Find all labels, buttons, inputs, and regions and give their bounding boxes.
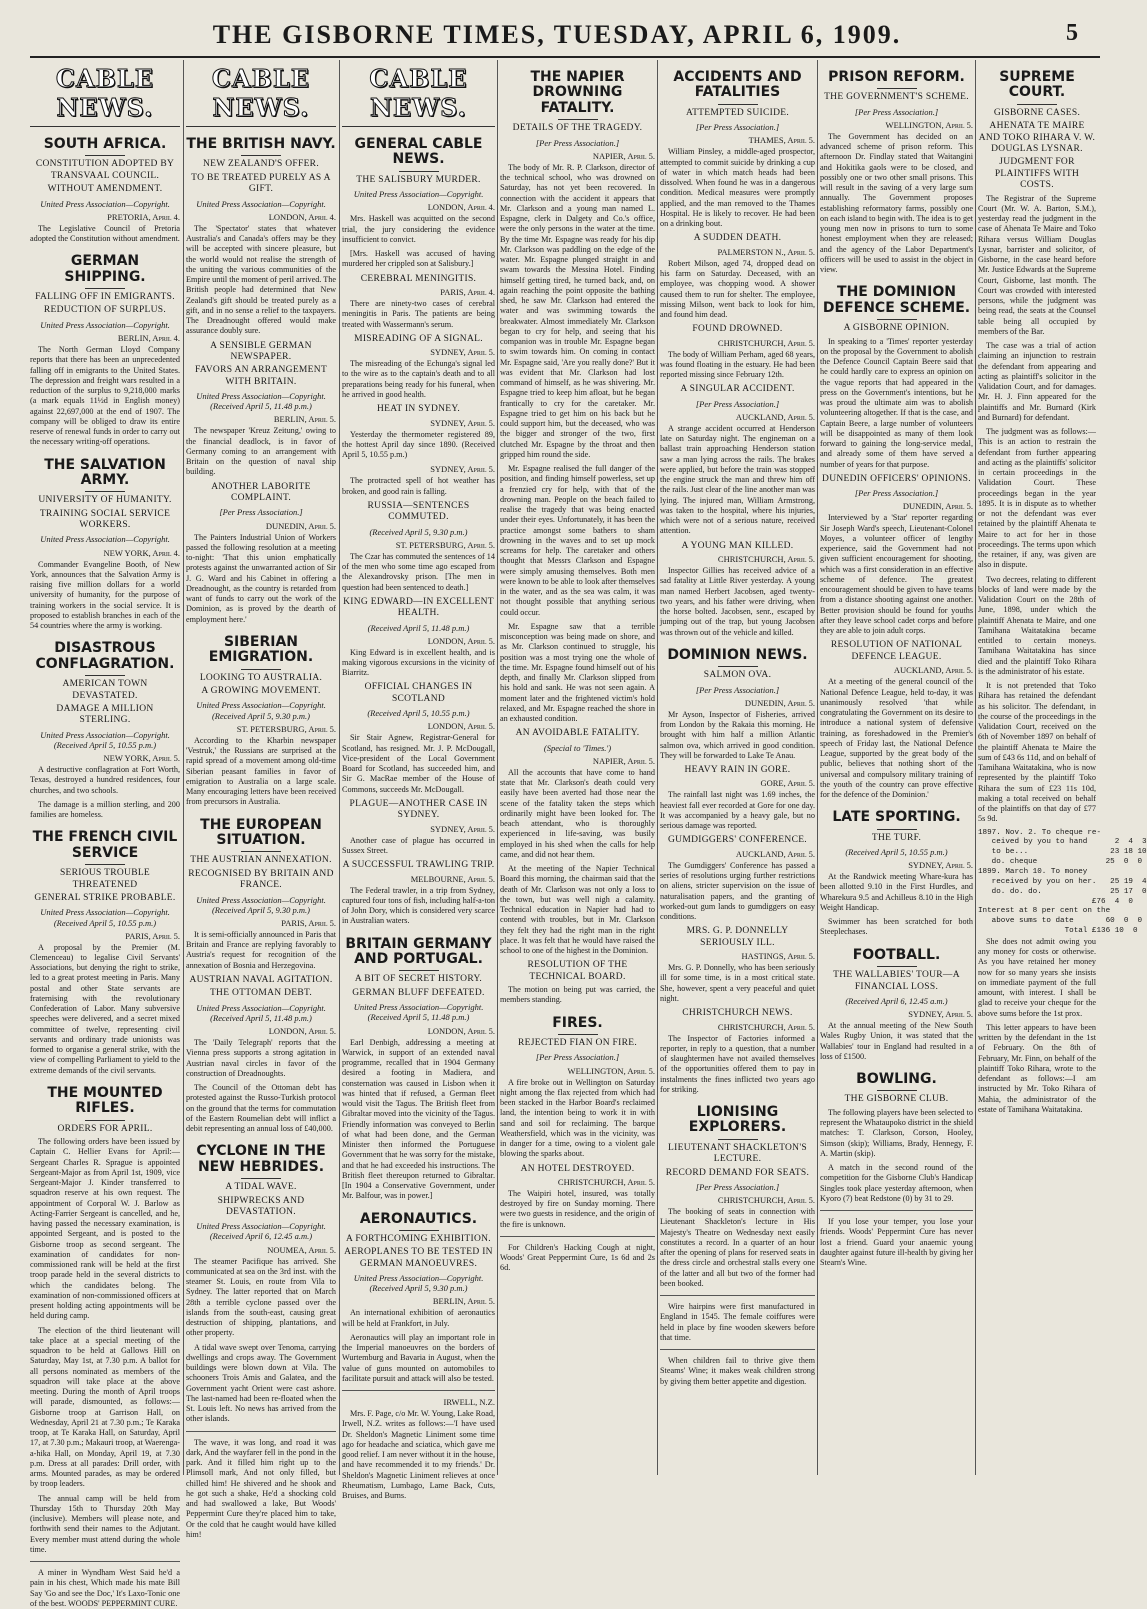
page-number: 5 xyxy=(1066,20,1078,46)
article-dateline: [Per Press Association.] xyxy=(695,1181,780,1192)
article-paragraph: The wave, it was long, and road it was dark, And the wayfarer fell in the pond in the park. And it filled him right up to the Plimsoll mark, And not only filled, but chilled him! He shivered and he shook and he got such a shake, He'd a shocking cold and had swallowed a lake, But Woods' Peppermint Cure they're placed him to take, Or the cold that he caught would have killed him! xyxy=(186,1437,336,1539)
article-dateline: United Press Association—Copyright. (Received April 5, 9.30 p.m.) xyxy=(196,700,326,721)
article-paragraph: The misreading of the Echunga's signal led to the wire as to the captain's death and to all preparations being ready for his funeral, when he arrived in good health. xyxy=(342,359,495,399)
article-subheading: PLAGUE—ANOTHER CASE IN SYDNEY. xyxy=(349,798,488,821)
section-rule xyxy=(186,1431,336,1432)
article-subheading: A GROWING MOVEMENT. xyxy=(201,686,321,697)
article-dateline: [Per Press Association.] xyxy=(535,137,620,148)
article-paragraph: Swimmer has been scratched for both Steeplechases. xyxy=(820,917,973,937)
account-row: Interest at 8 per cent on the xyxy=(978,907,1111,916)
article-placeline: BERLIN, April 4. xyxy=(117,333,180,343)
article-paragraph: The Czar has commuted the sentences of 14 of the men who some time ago escaped from the Alexandrovsky prison. [The men in question had been sentenced to death.] xyxy=(342,551,495,592)
cable-news-banner: CABLE NEWS. xyxy=(186,60,336,127)
article-placeline: NOUMEA, April 5. xyxy=(267,1244,336,1255)
account-row: ceived by you to hand 2 4 3 xyxy=(978,838,1147,847)
article-subheading: NEW ZEALAND'S OFFER. xyxy=(203,159,319,170)
article-subheading: THE SALISBURY MURDER. xyxy=(356,174,481,185)
article-dateline: United Press Association—Copyright. xyxy=(40,319,170,330)
section-rule xyxy=(500,1236,655,1237)
article-subheading: FALLING OFF IN EMIGRANTS. xyxy=(35,292,175,303)
article-headline: FIRES. xyxy=(552,1014,603,1031)
article-placeline: LONDON, April 5. xyxy=(268,1026,336,1037)
article-placeline: NAPIER, April 5. xyxy=(592,150,655,161)
article-paragraph: Mr. Espagne saw that a terrible misconception was being made on shore, and as Mr. Clarkson continued to struggle, his position was a most trying one the whole of the time. Mr. Espagne found himself out of his depth, and finally Mr. Clarkson slipped from his hold and sank. He was not seen again. A moment later and the frightened victim's hold relaxed, and Mr. Espagne reached the shore in an exhausted condition. xyxy=(500,621,655,723)
article-dateline: United Press Association—Copyright. xyxy=(40,198,170,209)
article-headline: AERONAUTICS. xyxy=(359,1210,478,1227)
article-placeline: IRWELL, N.Z. xyxy=(443,1397,495,1408)
article-paragraph: At the Randwick meeting Whare-kura has been allotted 9.10 in the First Hurdles, and Wharekura 9.5 and Achilleus 8.10 in the High Weight Handicap. xyxy=(820,872,973,912)
column-divider xyxy=(657,60,658,1475)
article-subheading: SALMON OVA. xyxy=(703,670,772,681)
article-paragraph: The protracted spell of hot weather has broken, and good rain is falling. xyxy=(342,476,495,496)
article-paragraph: Inspector Gillies has received advice of a sad fatality at Little River yesterday. A young man named Herbert Jacobsen, aged twenty-two years, and his father were driving, when the horse bolted. Jacobsen, senr., escaped by jumping out of the trap, but young Jacobsen was thrown out of the vehicle and killed. xyxy=(660,566,815,637)
headline-rule xyxy=(85,864,125,865)
article-paragraph: The booking of seats in connection with Lieutenant Shackleton's lecture in His Majesty's Theatre on Wednesday next easily constitutes a record. In a quarter of an hour after the opening of plans for reserved seats in the dress circle and orchestral stalls every one of the latter and all but two of the former had been booked. xyxy=(660,1207,815,1288)
article-subheading: SERIOUS TROUBLE THREATENED xyxy=(59,868,151,890)
article-dateline: United Press Association—Copyright. (Received April 5, 11.48 p.m.) xyxy=(196,391,326,412)
article-subheading: KING EDWARD—IN EXCELLENT HEALTH. xyxy=(343,596,494,619)
article-paragraph: Yesterday the thermometer registered 89, the hottest April day since 1890. (Received April 5, 10.55 p.m.) xyxy=(342,429,495,460)
article-subheading: OFFICIAL CHANGES IN SCOTLAND xyxy=(364,682,473,704)
headline-rule xyxy=(85,1120,125,1121)
article-placeline: SYDNEY, April 5. xyxy=(908,860,973,871)
article-placeline: PRETORIA, April 4. xyxy=(107,211,180,222)
article-subheading: THE AUSTRIAN ANNEXATION. xyxy=(190,855,332,866)
article-placeline: MELBOURNE, April 5. xyxy=(410,873,495,884)
article-headline: THE BRITISH NAVY. xyxy=(186,136,336,152)
headline-rule xyxy=(877,1090,917,1091)
article-subheading: TO BE TREATED PURELY AS A GIFT. xyxy=(191,172,331,195)
article-headline: THE MOUNTED RIFLES. xyxy=(47,1084,163,1117)
article-subheading: A TIDAL WAVE. xyxy=(225,1182,297,1193)
article-placeline: WELLINGTON, April 5. xyxy=(567,1065,655,1076)
article-paragraph: The judgment was as follows:—This is an action to restrain the defendant from further appearing and acting as the plaintiffs' solicitor in certain proceedings in the Validation Court. These proceedings began in the year 1895. It is in dispute as to whether or not the defendant was ever retained by the plaintiff Ahenata te Maire to act for her in those proceedings. The terms upon which the retainer, if any, was given are also in dispute. xyxy=(978,427,1096,570)
article-placeline: CHRISTCHURCH, April 5. xyxy=(717,554,815,565)
article-subheading: REJECTED FIAN ON FIRE. xyxy=(517,1038,638,1048)
article-paragraph: A proposal by the Premier (M. Clemenceau) to legalise Civil Servants' Associations, but denying the right to strike, led to a great protest meeting in Paris. Many postal and other State servants are fraternising with the revolutionary Confederation of Labor. Many subversive speeches were delivered, and a secret mixed committee of twelve, representing civil servants and ordinary trade unionists was formed to organise a general strike, with the view of compelling Parliament to yield to the extreme demands of the civil servants. xyxy=(30,942,180,1075)
article-placeline: SYDNEY, April 5. xyxy=(430,417,495,428)
article-paragraph: For Children's Hacking Cough at night, Woods' Great Peppermint Cure, 1s 6d and 2s 6d. xyxy=(500,1242,655,1273)
article-dateline: United Press Association—Copyright. xyxy=(40,534,170,545)
column-5 xyxy=(660,60,815,1475)
article-paragraph: A strange accident occurred at Henderson late on Saturday night. The engineman on a ballast train approaching Henderson station saw a man lying across the rails. The brakes were applied, but before the train was stopped the engine struck the man and threw him off the rails. Just clear of the line another man was lying. The injured man, William Armstrong, was taken to the hospital, where his injuries, which were not of a serious nature, received attention. xyxy=(660,423,815,536)
article-subheading: FAVORS AN ARRANGEMENT WITH BRITAIN. xyxy=(194,365,328,387)
article-paragraph: The Federal trawler, in a trip from Sydney, captured four tons of fish, including half-a-ton of John Dory, which is considered very scarce in Australian waters. xyxy=(342,885,495,926)
account-row: to be... 23 18 10 xyxy=(978,848,1147,857)
masthead-title: THE GISBORNE TIMES, TUESDAY, APRIL 6, 1909. xyxy=(212,20,902,49)
article-subheading: DUNEDIN OFFICERS' OPINIONS. xyxy=(822,473,971,484)
account-row: 1899. March 10. To money xyxy=(978,867,1088,876)
article-placeline: LONDON, April 5. xyxy=(427,635,495,646)
section-rule xyxy=(820,1210,973,1211)
article-placeline: CHRISTCHURCH, April 5. xyxy=(717,1021,815,1032)
article-subheading: FOUND DROWNED. xyxy=(692,324,783,335)
article-subheading: RUSSIA—SENTENCES COMMUTED. xyxy=(367,500,470,523)
article-placeline: HASTINGS, April 5. xyxy=(741,951,815,962)
article-subheading: MISREADING OF A SIGNAL. xyxy=(354,333,483,344)
article-placeline: WELLINGTON, April 5. xyxy=(885,119,973,130)
article-dateline: (Received April 5, 9.30 p.m.) xyxy=(369,526,468,537)
article-placeline: LONDON, April 4. xyxy=(427,202,495,213)
article-paragraph: At the meeting of the Napier Technical Board this morning, the chairman said that the death of Mr. Clarkson was not only a loss to the town, but was well nigh a calamity. Technical education in Napier had had to contend with troubles, but in Mr. Clarkson they felt they had the right man in the right place. It was felt that he would have raised the school to one of the highest in the Dominion. xyxy=(500,864,655,956)
article-placeline: NEW YORK, April 5. xyxy=(103,753,180,764)
article-paragraph: The Council of the Ottoman debt has protested against the Russo-Turkish protocol on the ground that the terms for commutation of the Eastern Roumelian debt will inflict a debit representing an annual loss of £40,000. xyxy=(186,1083,336,1134)
article-headline: THE EUROPEAN SITUATION. xyxy=(200,816,322,848)
article-subheading: SHIPWRECKS AND DEVASTATION. xyxy=(217,1195,305,1217)
headline-rule xyxy=(85,491,125,492)
article-paragraph: Another case of plague has occurred in Sussex Street. xyxy=(342,835,495,855)
article-headline: SOUTH AFRICA. xyxy=(43,136,167,152)
article-placeline: SYDNEY, April 5. xyxy=(430,464,495,475)
article-dateline: United Press Association—Copyright. (Received April 5, 11.48 p.m.) xyxy=(353,1002,484,1023)
article-placeline: LONDON, April 5. xyxy=(427,721,495,732)
article-paragraph: The Government has decided on an advanced scheme of prison reform. This afternoon Dr. Findlay stated that Waitangini and Hokitika gaols were to be closed, and possibly one or two other small prisons. This will result in the saving of a very large sum annually. The Government proposes establishing reformatory farms, possibly one on each island to begin with. The idea is to get young men now in prisons to turn to some honest employment when they are released; and the agency of the Labor Department's officers will be used to assist in the object in view. xyxy=(820,131,973,275)
article-paragraph: Sir Stair Agnew, Registrar-General for Scotland, has resigned. Mr. J. P. McDougall, Vice-president of the Local Government Board for Scotland, has succeeded him, and Sir G. MacRae member of the House of Commons, succeeds Mr. McDougall. xyxy=(342,733,495,794)
article-dateline: United Press Association—Copyright. (Received April 5, 10.55 p.m.) xyxy=(40,907,170,928)
headline-rule xyxy=(399,1230,439,1231)
article-paragraph: The body of Mr. R. P. Clarkson, director of the technical school, who was drowned on Saturday, has not yet been recovered. In connection with the accident it appears that Mr. Clarkson and a young man named L. Espagne, clerk in Dalgety and Co.'s office, were the only persons in the water at the time. By the time Mr. Espagne was ready for his dip Mr. Clarkson was paddling on the edge of the water. Mr. Espagne plunged straight in and swam towards the Messina Hotel. Finding himself getting tired, he turned back, and, on again reaching the point opposite the bathing shed, he saw Mr. Clarkson had entered the water and was swimming towards the breakwater. Almost immediately Mr. Clarkson began to cry for help, and seeing that his companion was in trouble Mr. Espagne began to swim towards him. On coming in contact Mr. Espagne said, 'Are you really done?' But it was evident that Mr. Clarkson had lost command of himself, as he was shivering. Mr. Espagne tried to keep him afloat, but he began frantically to cry for the caretaker. Mr. Espagne tried to get him on his back but he could support him, but the deceased, who was the bigger and stronger of the two, first clutched Mr. Espagne by the throat and then gripped him round the side. xyxy=(500,162,655,459)
article-paragraph: Mrs. F. Page, c/o Mr. W. Young, Lake Road, Irwell, N.Z. writes as follows:—'I have used Dr. Sheldon's Magnetic Liniment some time ago for headache and sciatica, which gave me good relief. I am never without it in the house, and have recommended it to my friends.' Dr. Sheldon's Magnetic Liniment relieves at once Rheumatism, Lumbago, Lame Back, Cuts, Bruises, and Burns. xyxy=(342,1409,495,1501)
headline-rule xyxy=(877,88,917,89)
article-paragraph: The body of William Perham, aged 68 years, was found floating in the estuary. He had been reported missing since February 12th. xyxy=(660,349,815,380)
article-placeline: PARIS, April 5. xyxy=(281,917,336,928)
article-placeline: SYDNEY, April 5. xyxy=(908,1009,973,1020)
article-dateline: [Per Press Association.] xyxy=(695,398,780,409)
article-paragraph: A destructive conflagration at Fort Worth, Texas, destroyed a hundred residences, four churches, and two schools. xyxy=(30,765,180,795)
article-placeline: CHRISTCHURCH, April 5. xyxy=(717,1195,815,1206)
article-subheading: CEREBRAL MENINGITIS. xyxy=(360,273,477,284)
article-dateline: United Press Association—Copyright. (Received April 5, 10.55 p.m.) xyxy=(40,729,170,750)
article-placeline: ST. PETERSBURG, April 5. xyxy=(395,539,495,550)
section-rule xyxy=(660,1295,815,1296)
article-paragraph: Wire hairpins were first manufactured in England in 1545. The female coiffures were held in place by fine wooden skewers before that time. xyxy=(660,1302,815,1342)
article-dateline: [Per Press Association.] xyxy=(695,684,780,695)
headline-rule xyxy=(1017,104,1057,105)
article-dateline: United Press Association—Copyright. (Received April 5, 9.30 p.m.) xyxy=(353,1273,484,1294)
article-subheading: AHENATA TE MAIRE AND TOKO RIHARA V. W. DOUGLAS LYSNAR. xyxy=(978,121,1096,154)
column-6 xyxy=(820,60,973,1475)
article-paragraph: A match in the second round of the competition for the Gisborne Club's Handicap Singles took place yesterday afternoon, when Kyoro (7) beat Redstone (0) by 31 to 29. xyxy=(820,1163,973,1203)
article-subheading: A SUCCESSFUL TRAWLING TRIP. xyxy=(342,860,495,871)
article-paragraph: Commander Evangeline Booth, of New York, announces that the Salvation Army is raising five million dollars for a world university of humanity, for the purpose of training workers in the social service. It is proposed to establish branches in each of the 54 countries where the army is working. xyxy=(30,559,180,631)
article-subheading: RECOGNISED BY BRITAIN AND FRANCE. xyxy=(188,868,334,891)
article-paragraph: An international exhibition of aeronautics will be held at Frankfort, in July. xyxy=(342,1308,495,1328)
headline-rule xyxy=(399,171,439,172)
article-paragraph: There are ninety-two cases of cerebral meningitis in Paris. The patients are being treated with Wassermann's serum. xyxy=(342,299,495,329)
article-paragraph: This letter appears to have been written by the defendant in the 1st of February. On the 8th of February, Mr. Finn, on behalf of the plaintiff Toko Rihara, wrote to the defendant as follows:—I am instructed by Mr. Toko Rihara of Mahia, the administrator of the estate of Tamihana Waitatakina. xyxy=(978,1022,1096,1114)
article-headline: GENERAL CABLE NEWS. xyxy=(354,136,483,168)
article-headline: THE NAPIER DROWNING FATALITY. xyxy=(530,69,625,116)
article-placeline: DUNEDIN, April 5. xyxy=(265,520,336,531)
article-headline: SIBERIAN EMIGRATION. xyxy=(208,633,314,666)
article-paragraph: The following orders have been issued by Captain C. Hellier Evans for April:—Sergeant Charles R. Sprague is appointed Sergeant-Major as from April 1st, 1909, vice Sergeant-Major J. Kinder transferred to squadron reserve at his own request. The appointment of Corporal W. J. Barlow as Acting-Farrier Sergeant is cancelled, and he, having passed the necessary examination, is appointed Sergeant, and is posted to the Gisborne troop as second sergeant. The examination of candidates for non-commissioned rank will be held at the first troop parade held in the several districts to which the candidates belong. The examination of non-commissioned officers at present holding acting appointments will be held during camp. xyxy=(30,1137,180,1321)
article-subheading: AN HOTEL DESTROYED. xyxy=(520,1163,635,1174)
article-subheading: RECORD DEMAND FOR SEATS. xyxy=(665,1167,810,1178)
column-divider xyxy=(497,60,498,1475)
article-paragraph: All the accounts that have come to hand state that Mr. Clarkson's death could very easily have been averted had those near the scene of the fatality taken the steps which ordinarily might have been looked for. The beach attendant, who is thoroughly experienced in life-saving, was busily employed in his shed when the calls for help came, and did not hear them. xyxy=(500,767,655,859)
article-subheading: THE WALLABIES' TOUR—A FINANCIAL LOSS. xyxy=(833,970,960,992)
article-paragraph: The Legislative Council of Pretoria adopted the Constitution without amendment. xyxy=(30,223,180,243)
article-subheading: A GISBORNE OPINION. xyxy=(843,323,950,334)
article-paragraph: It is not pretended that Toko Rihara has retained the defendant as his solicitor. The defendant, in the course of the proceedings in the Validation Court, received on the 6th of November 1897 on behalf of the plaintiff Ahenata te Maire the sum of £43 6s 11d, and on behalf of Tamihana Waitatakina, who is now represented by the plaintiff Toko Rihara the sum of £23 11s 10d, making a total received on behalf of the plaintiffs on that day of £77 5s 9d. xyxy=(978,681,1096,824)
article-paragraph: Aeronautics will play an important role in the Imperial manoeuvres on the borders of Wurtemburg and Bavaria in August, when the value of guns mounted on automobiles to facilitate pursuit and attack will also be tested. xyxy=(342,1332,495,1383)
article-subheading: LIEUTENANT SHACKLETON'S LECTURE. xyxy=(668,1142,807,1165)
article-paragraph: The annual camp will be held from Thursday 15th to Thursday 20th May (inclusive). Members will please note, and forthwith send their names to the Adjutant. Every member must attend during the whole time. xyxy=(30,1493,180,1554)
article-paragraph: The Painters Industrial Union of Workers passed the following resolution at a meeting to-night: 'That this union emphatically protests against the unwarranted action of Sir J. G. Ward and his Cabinet in offering a Dreadnought, as the country is retarded from want of funds to carry out the work of the Dominion, as is proved by the dearth of employment here.' xyxy=(186,532,336,624)
article-subheading: HEAVY RAIN IN GORE. xyxy=(684,765,791,776)
article-paragraph: Interviewed by a 'Star' reporter regarding Sir Joseph Ward's speech, Lieutenant-Colonel Moyes, a volunteer officer of lengthy experience, said the Government had not given sufficient encouragement for shooting, which was a first consideration in an effective scheme of defence. The greatest encouragement should be given to have teams from a distance shooting against one another. Better provision should be found for youths after they leave school cadet corps and before they are able to join adult corps. xyxy=(820,513,973,636)
article-dateline: [Per Press Association.] xyxy=(695,122,780,133)
article-headline: LATE SPORTING. xyxy=(832,809,961,826)
article-placeline: GORE, April 5. xyxy=(760,778,815,789)
article-placeline: AUCKLAND, April 5. xyxy=(893,665,973,676)
column-divider xyxy=(339,60,340,1475)
account-row: 1897. Nov. 2. To cheque re- xyxy=(978,828,1102,837)
article-headline: DISASTROUS CONFLAGRATION. xyxy=(35,640,175,672)
article-subheading: HEAT IN SYDNEY. xyxy=(376,404,461,415)
headline-rule xyxy=(558,119,598,120)
article-dateline: [Per Press Association.] xyxy=(854,106,939,117)
article-paragraph: Earl Denbigh, addressing a meeting at Warwick, in support of an extended naval programme, recalled that in 1904 Germany desired a footing in Madiera, and consternation was caused in Lisbon when it was hinted that if refused, a German fleet would visit the Tagus. The British fleet from Gibraltar moved into the vicinity of the Tagus. Friendly information was conveyed to Berlin of what had been done, and the German Minister then informed the Portuguese Government that he was sorry for the mistake, and that he had exceeded his instructions. The British fleet thereupon returned to Gibraltar. [In 1904 a Conservative Government, under Mr. Balfour, was in power.] xyxy=(342,1037,495,1201)
article-subheading: DETAILS OF THE TRAGEDY. xyxy=(512,123,643,134)
article-paragraph: In speaking to a 'Times' reporter yesterday on the proposal by the Government to abolish the Defence Council Captain Beere said that he could hardly care to express an opinion on the vague reports that had appeared in the press on the Government's intentions, but he was proud the ultimate aim was to abolish volunteering altogether. If that is the case, and Captain Beere, a large number of volunteers will be disappointed as many of them look forward to gaining the long-service medal, and already some of them have served a number of years for that purpose. xyxy=(820,336,973,469)
article-dateline: (Received April 5, 10.55 p.m.) xyxy=(845,847,948,858)
article-paragraph: Robert Milson, aged 74, dropped dead on his farm on Saturday. Deceased, with an employee, was chopping wood. A shower caused them to run for shelter. The employee, missing Milson, went back to look for him, and found him dead. xyxy=(660,258,815,319)
article-subheading: GERMAN BLUFF DEFEATED. xyxy=(352,987,485,998)
headline-rule xyxy=(85,155,125,156)
column-2 xyxy=(186,60,336,1539)
article-dateline: [Per Press Association.] xyxy=(854,488,939,499)
article-subheading: CHRISTCHURCH NEWS. xyxy=(682,1008,793,1019)
article-placeline: PARIS, April 4. xyxy=(440,287,495,297)
article-subheading: REDUCTION OF SURPLUS. xyxy=(43,305,167,316)
article-headline: BRITAIN GERMANY AND PORTUGAL. xyxy=(345,935,492,967)
article-placeline: ST. PETERSBURG, April 5. xyxy=(236,723,336,734)
account-row: do. cheque 25 0 0 xyxy=(978,858,1143,867)
article-placeline: NEW YORK, April 4. xyxy=(103,547,180,558)
account-row: received by you on her. 25 19 4 xyxy=(978,877,1147,886)
article-subheading: GISBORNE CASES. xyxy=(993,107,1081,118)
article-paragraph: The case was a trial of action claiming an injunction to restrain the defendant from appearing and acting as plaintiff's solicitor in the Validation Court, and for damages. Mr. H. J. Finn appeared for the plaintiffs and Mr. Burnard (Kirk and Burnard) for defendant. xyxy=(978,341,1096,422)
article-subheading: A SUDDEN DEATH. xyxy=(693,233,782,244)
article-paragraph: The North German Lloyd Company reports that there has been an unprecedented falling off in emigrants to the United States. The depression and freight wars resulted in a reduction of the surplus to 9,218,000 marks (a mark equals 11½d in English money) against 22,697,000 at the end of 1907. The company will be obliged to draw its entire reserve of renewal funds in order to carry out the necessary writing-off operations. xyxy=(30,345,180,447)
section-rule xyxy=(30,1561,180,1562)
article-paragraph: Two decrees, relating to different blocks of land were made by the Validation Court on the 28th of June, 1898, under which the plaintiff Ahenata te Maire, and one Tamihana Waitatakina became entitled to certain moneys. Tamihana Waitatakina has since died and the plaintiff Toko Rihara is the administrator of his estate. xyxy=(978,574,1096,676)
article-subheading: CONSTITUTION ADOPTED BY TRANSVAAL COUNCIL. xyxy=(35,159,175,181)
article-placeline: PALMERSTON N., April 5. xyxy=(717,246,815,257)
account-row: £76 4 0 xyxy=(978,897,1133,906)
headline-rule xyxy=(718,666,758,667)
article-placeline: BERLIN, April 5. xyxy=(273,414,336,425)
article-subheading: GUMDIGGERS' CONFERENCE. xyxy=(668,835,807,846)
headline-rule xyxy=(85,288,125,289)
article-subheading: DAMAGE A MILLION STERLING. xyxy=(56,703,154,726)
article-paragraph: The damage is a million sterling, and 200 families are homeless. xyxy=(30,799,180,820)
article-subheading: A YOUNG MAN KILLED. xyxy=(681,540,794,551)
headline-rule xyxy=(718,104,758,105)
article-subheading: MRS. G. P. DONNELLY SERIOUSLY ILL. xyxy=(686,926,789,948)
article-placeline: LONDON, April 5. xyxy=(427,1025,495,1036)
article-placeline: AUCKLAND, April 5. xyxy=(735,411,815,422)
headline-rule xyxy=(558,1034,598,1035)
article-subheading: WITHOUT AMENDMENT. xyxy=(47,184,163,195)
article-subheading: RESOLUTION OF NATIONAL DEFENCE LEAGUE. xyxy=(830,640,963,662)
column-7 xyxy=(978,60,1147,1475)
article-placeline: NAPIER, April 5. xyxy=(592,755,655,766)
article-paragraph: The steamer Pacifique has arrived. She communicated at sea on the 3rd inst. with the steamer St. Louis, en route from Vila to Sydney. The latter reported that on March 28th a terrible cyclone passed over the islands from the south-east, causing great destruction of shipping, plantations, and other property. xyxy=(186,1256,336,1338)
article-subheading: UNIVERSITY OF HUMANITY. xyxy=(38,495,172,506)
column-divider xyxy=(183,60,184,1475)
article-dateline: [Per Press Association.] xyxy=(535,1052,620,1063)
article-headline: ACCIDENTS AND FATALITIES xyxy=(673,69,802,101)
article-paragraph: A fire broke out in Wellington on Saturday night among the flax rejected from which had been stacked in the Harbor Board's reclaimed land, the intention being to work it in with sand and soil for reclaiming. The barque Weathersfield, which was in the vicinity, was in danger for a time, owing to a violent gale blowing the sparks about. xyxy=(500,1077,655,1159)
article-headline: DOMINION NEWS. xyxy=(667,646,808,663)
masthead-rule xyxy=(30,56,1100,58)
article-placeline: SYDNEY, April 5. xyxy=(430,823,495,834)
headline-rule xyxy=(718,1139,758,1140)
article-headline: CYCLONE IN THE NEW HEBRIDES. xyxy=(196,1143,326,1175)
article-paragraph: A miner in Wyndham West Said he'd a pain in his chest, Which made his mate Bill Say 'Go and see the Doc,' It's Laxo-Tonic one of the best. WOODS' PEPPERMINT CURE. xyxy=(30,1568,180,1608)
masthead xyxy=(0,20,1114,50)
article-headline: LIONISING EXPLORERS. xyxy=(688,1104,787,1136)
article-paragraph: The election of the third lieutenant will take place at a special meeting of the squadron to be held at Gallows Hill on Saturday, May 1st, at 7.30 p.m. A ballot for all persons nominated as members of the squadron will take place at the above meeting. During the month of April troops will parade, dismounted, as follows:—Gisborne troop at Garrison Hall, on Wednesday, April 21 at 7.30 p.m.; Te Karaka troop, at Te Karaka Hall, on Saturday, April 17, at 7.30 p.m.; Makauri troop, at Waerenga-a-hika Hall, on Monday, April 19, at 7.30 p.m. Dress at all parades: Drill order, with arms. Mounted parades, as may be ordered by troop leaders. xyxy=(30,1325,180,1489)
article-paragraph: The Registrar of the Supreme Court (Mr. W. A. Barton, S.M.), yesterday read the judgment in the case of Ahenata Te Maire and Toko Rihara versus William Douglas Lysnar, barrister and solicitor, of Gisborne, in the case heard before Mr. Justice Edwards at the Supreme Court, Gisborne, last month. The Court was crowded with interested persons, while the judgment was being read, the seats at the Counsel table being all occupied by members of the Bar. xyxy=(978,193,1096,336)
article-dateline: (Received April 5, 10.55 p.m.) xyxy=(367,708,470,719)
account-row: do. do. do. 25 17 0 xyxy=(978,887,1147,896)
article-placeline: AUCKLAND, April 5. xyxy=(735,848,815,859)
article-headline: FOOTBALL. xyxy=(852,946,941,963)
article-subheading: AUSTRIAN NAVAL AGITATION. xyxy=(189,974,333,985)
headline-rule xyxy=(241,155,281,156)
article-paragraph: William Pinsley, a middle-aged prospector, attempted to commit suicide by drinking a cup of water in which match heads had been dissolved. When found he was in a dangerous condition. Medical measures were promptly applied, and the man removed to the Thames Hospital. He is likely to recover. He had been on a drinking bout. xyxy=(660,147,815,229)
column-divider xyxy=(975,60,976,1475)
article-paragraph: Mrs. G. P. Donnelly, who has been seriously ill for some time, is in a most critical state. She, however, spent a very peaceful and quiet night. xyxy=(660,963,815,1003)
article-subheading: RESOLUTION OF THE TECHNICAL BOARD. xyxy=(527,960,628,982)
article-placeline: PARIS, April 5. xyxy=(125,930,180,941)
headline-rule xyxy=(241,1178,281,1179)
article-headline: PRISON REFORM. xyxy=(828,69,965,85)
headline-rule xyxy=(399,970,439,971)
article-paragraph: Mrs. Haskell was acquitted on the second trial, the jury considering the evidence insufficient to convict. xyxy=(342,214,495,244)
article-paragraph: A tidal wave swept over Tenoma, carrying dwellings and crops away. The Government buildings were blown down at Vila. The schooners Trois Amis and Galatea, and the Government yacht Orient were cast ashore. The last-named had been re-floated when the St. Louis left. No news has arrived from the other islands. xyxy=(186,1342,336,1424)
article-paragraph: At a meeting of the general council of the National Defence League, held to-day, it was unanimously resolved 'that while congratulating the Government on its desire to introduce a national system of defensive training, as foreshadowed in the Premier's speech of Friday last, the National Defence League, supported by the great body of the public, believes that nothing short of the universal and compulsory military training of the youth of the country can prove effective for the defence of the Dominion.' xyxy=(820,677,973,799)
article-subheading: TRAINING SOCIAL SERVICE WORKERS. xyxy=(39,508,171,531)
article-paragraph: The 'Daily Telegraph' reports that the Vienna press supports a strong agitation in Austrian naval circles in favor of the construction of Dreadnoughts. xyxy=(186,1038,336,1078)
section-rule xyxy=(342,1390,495,1391)
article-subheading: LOOKING TO AUSTRALIA. xyxy=(199,672,323,683)
article-dateline: (Received April 5, 11.48 p.m.) xyxy=(367,622,470,633)
article-subheading: ATTEMPTED SUICIDE. xyxy=(685,107,790,118)
cable-news-banner: CABLE NEWS. xyxy=(30,60,180,127)
article-dateline: United Press Association—Copyright. xyxy=(196,198,326,209)
headline-rule xyxy=(877,829,917,830)
article-paragraph: The Inspector of Factories informed a reporter, in reply to a question, that a number of slaughtermen have not availed themselves of the opportunities offered them to pay in instalments the fines inflicted two years ago for striking. xyxy=(660,1033,815,1094)
headline-rule xyxy=(241,851,281,852)
article-paragraph: The motion on being put was carried, the members standing. xyxy=(500,985,655,1005)
account-row: above sums to date 60 0 0 xyxy=(978,917,1143,926)
article-placeline: BERLIN, April 5. xyxy=(432,1296,495,1307)
article-subheading: ORDERS FOR APRIL. xyxy=(57,1123,153,1134)
article-paragraph: The rainfall last night was 1.69 inches, the heaviest fall ever recorded at Gore for one day. It was accompanied by a heavy gale, but no serious damage was reported. xyxy=(660,790,815,831)
article-subheading: THE OTTOMAN DEBT. xyxy=(209,988,313,999)
article-paragraph: King Edward is in excellent health, and is making vigorous excursions in the vicinity of Biarritz. xyxy=(342,647,495,678)
headline-rule xyxy=(241,669,281,670)
article-paragraph: The newspaper 'Kreuz Zeitung,' owing to the financial deadlock, is in favor of Germany coming to an arrangement with Britain on the question of naval ship building. xyxy=(186,426,336,477)
article-paragraph: According to the Kharbin newspaper 'Vestruk,' the Russians are surprised at the rapid spread of a movement among old-time Siberian peasant families in favor of emigration to Australia on a large scale. Many encouraging letters have been received from precursors in Australia. xyxy=(186,735,336,807)
article-subheading: A BIT OF SECRET HISTORY. xyxy=(354,974,483,985)
column-1 xyxy=(30,60,180,1608)
column-divider xyxy=(817,60,818,1475)
article-paragraph: [Mrs. Haskell was accused of having murdered her crippled son at Salisbury.] xyxy=(342,249,495,269)
article-placeline: DUNEDIN, April 5. xyxy=(902,501,973,512)
article-headline: BOWLING. xyxy=(856,1071,937,1088)
article-paragraph: If you lose your temper, you lose your friends. Woods' Peppermint Cure has never lost a friend. Guard your anaemic young daughter against future ill-health by giving her Stearn's Wine. xyxy=(820,1217,973,1268)
article-dateline: [Per Press Association.] xyxy=(219,507,303,518)
article-subheading: GENERAL STRIKE PROBABLE. xyxy=(34,892,176,903)
cable-news-banner: CABLE NEWS. xyxy=(342,60,495,127)
article-subheading: A FORTHCOMING EXHIBITION. xyxy=(346,1233,491,1244)
article-subheading: THE GISBORNE CLUB. xyxy=(844,1094,949,1105)
article-subheading: THE TURF. xyxy=(871,832,922,843)
article-subheading: ANOTHER LABORITE COMPLAINT. xyxy=(211,481,311,504)
article-headline: THE SALVATION ARMY. xyxy=(44,456,166,488)
article-paragraph: Mr. Espagne realised the full danger of the position, and finding himself powerless, set up a frenzied cry for help, with that of the drowning man. People on the beach failed to realise the tragedy that was being enacted under their eyes. Unfortunately, it has been the practice amongst some bathers to sham drowning in the waves and to set up mock screams for help. The caretaker and others thought that Messrs Clarkson and Espagne were simply amusing themselves. Both men were known to be able to look after themselves in the water, and as the sea was calm, it was not thought possible that anything serious could occur. xyxy=(500,464,655,617)
article-paragraph: The Waipiri hotel, insured, was totally destroyed by fire on Sunday morning. There were two guests in residence, and the origin of the fire is unknown. xyxy=(500,1188,655,1229)
article-placeline: THAMES, April 5. xyxy=(748,135,815,146)
article-placeline: CHRISTCHURCH, April 5. xyxy=(717,337,815,348)
article-subheading: A SINGULAR ACCIDENT. xyxy=(680,384,795,395)
article-dateline: (Received April 6, 12.45 a.m.) xyxy=(845,995,948,1006)
headline-rule xyxy=(877,319,917,320)
article-headline: THE FRENCH CIVIL SERVICE xyxy=(32,829,178,861)
article-subheading: AN AVOIDABLE FATALITY. xyxy=(515,728,640,739)
column-3 xyxy=(342,60,495,1501)
article-headline: THE DOMINION DEFENCE SCHEME. xyxy=(822,284,971,316)
article-dateline: (Special to 'Times.') xyxy=(543,742,612,753)
article-placeline: DUNEDIN, April 5. xyxy=(744,697,815,708)
article-paragraph: The following players have been selected to represent the Whataupoko district in the shield matches: T. Clarkson, Corson, Hooley, Simson (skip); Williams, Brady, Hennegy, F. A. Martin (skip). xyxy=(820,1107,973,1158)
article-placeline: SYDNEY, April 5. xyxy=(430,347,495,358)
article-subheading: JUDGMENT FOR PLAINTIFFS WITH COSTS. xyxy=(994,157,1080,191)
article-subheading: AMERICAN TOWN DEVASTATED. xyxy=(62,679,148,701)
article-placeline: LONDON, April 4. xyxy=(268,211,336,222)
article-paragraph: Mr Ayson, Inspector of Fisheries, arrived from London by the Rakaia this morning. He brought with him half a million Atlantic salmon ova, which arrived in good condition. They will be forwarded to Lake Te Anau. xyxy=(660,709,815,760)
account-figures xyxy=(978,828,1147,937)
article-dateline: United Press Association—Copyright. xyxy=(353,189,484,200)
column-4 xyxy=(500,60,655,1475)
article-subheading: THE GOVERNMENT'S SCHEME. xyxy=(824,92,969,103)
account-row: Total £136 10 0 xyxy=(978,927,1138,936)
article-dateline: United Press Association—Copyright. (Received April 5, 11.48 p.m.) xyxy=(196,1002,326,1023)
section-rule xyxy=(660,1349,815,1350)
article-paragraph: The 'Spectator' states that whatever Australia's and Canada's offers may be they will be accepted with sincere pleasure, but the world would not realise the strength of the uniting the various communities of the Empire until the moment of peril arrived. The British people had determined that New Zealand's gift should be treated purely as a gift, and in no sense a relief to the taxpayers. The Dreadnought offered would make assurance doubly sure. xyxy=(186,223,336,336)
article-headline: SUPREME COURT. xyxy=(999,69,1075,101)
article-subheading: A SENSIBLE GERMAN NEWSPAPER. xyxy=(210,340,312,362)
article-dateline: United Press Association—Copyright. (Received April 6, 12.45 a.m.) xyxy=(196,1221,326,1242)
article-paragraph: The Gumdiggers' Conference has passed a series of resolutions urging further restrictions on aliens, stricter supervision on the issue of naturalisation papers, and the granting of worked-out gum lands to gumdiggers on easy conditions. xyxy=(660,860,815,922)
article-paragraph: She does not admit owing you any money for costs or otherwise. As you have retained her money now for so many years she insists on immediate payment of the full amount, with interest. I shall be glad to receive your cheque for the above sums before the 1st prox. xyxy=(978,936,1096,1018)
headline-rule xyxy=(85,675,125,676)
article-placeline: CHRISTCHURCH, April 5. xyxy=(557,1176,655,1187)
article-paragraph: It is semi-officially announced in Paris that Britain and France are replying favorably to Austria's request for recognition of the annexation of Bosnia and Herzegovina. xyxy=(186,929,336,970)
article-paragraph: At the annual meeting of the New South Wales Rugby Union, it was stated that the Wallabies' tour in England had resulted in a loss of £1500. xyxy=(820,1021,973,1061)
article-paragraph: When children fail to thrive give them Steams' Wine; it makes weak children strong by giving them better appetite and digestion. xyxy=(660,1356,815,1386)
headline-rule xyxy=(877,966,917,967)
article-dateline: United Press Association—Copyright. (Received April 5, 9.30 p.m.) xyxy=(196,894,326,915)
article-subheading: AEROPLANES TO BE TESTED IN GERMAN MANOEUVRES. xyxy=(344,1247,493,1269)
article-headline: GERMAN SHIPPING. xyxy=(64,253,146,285)
